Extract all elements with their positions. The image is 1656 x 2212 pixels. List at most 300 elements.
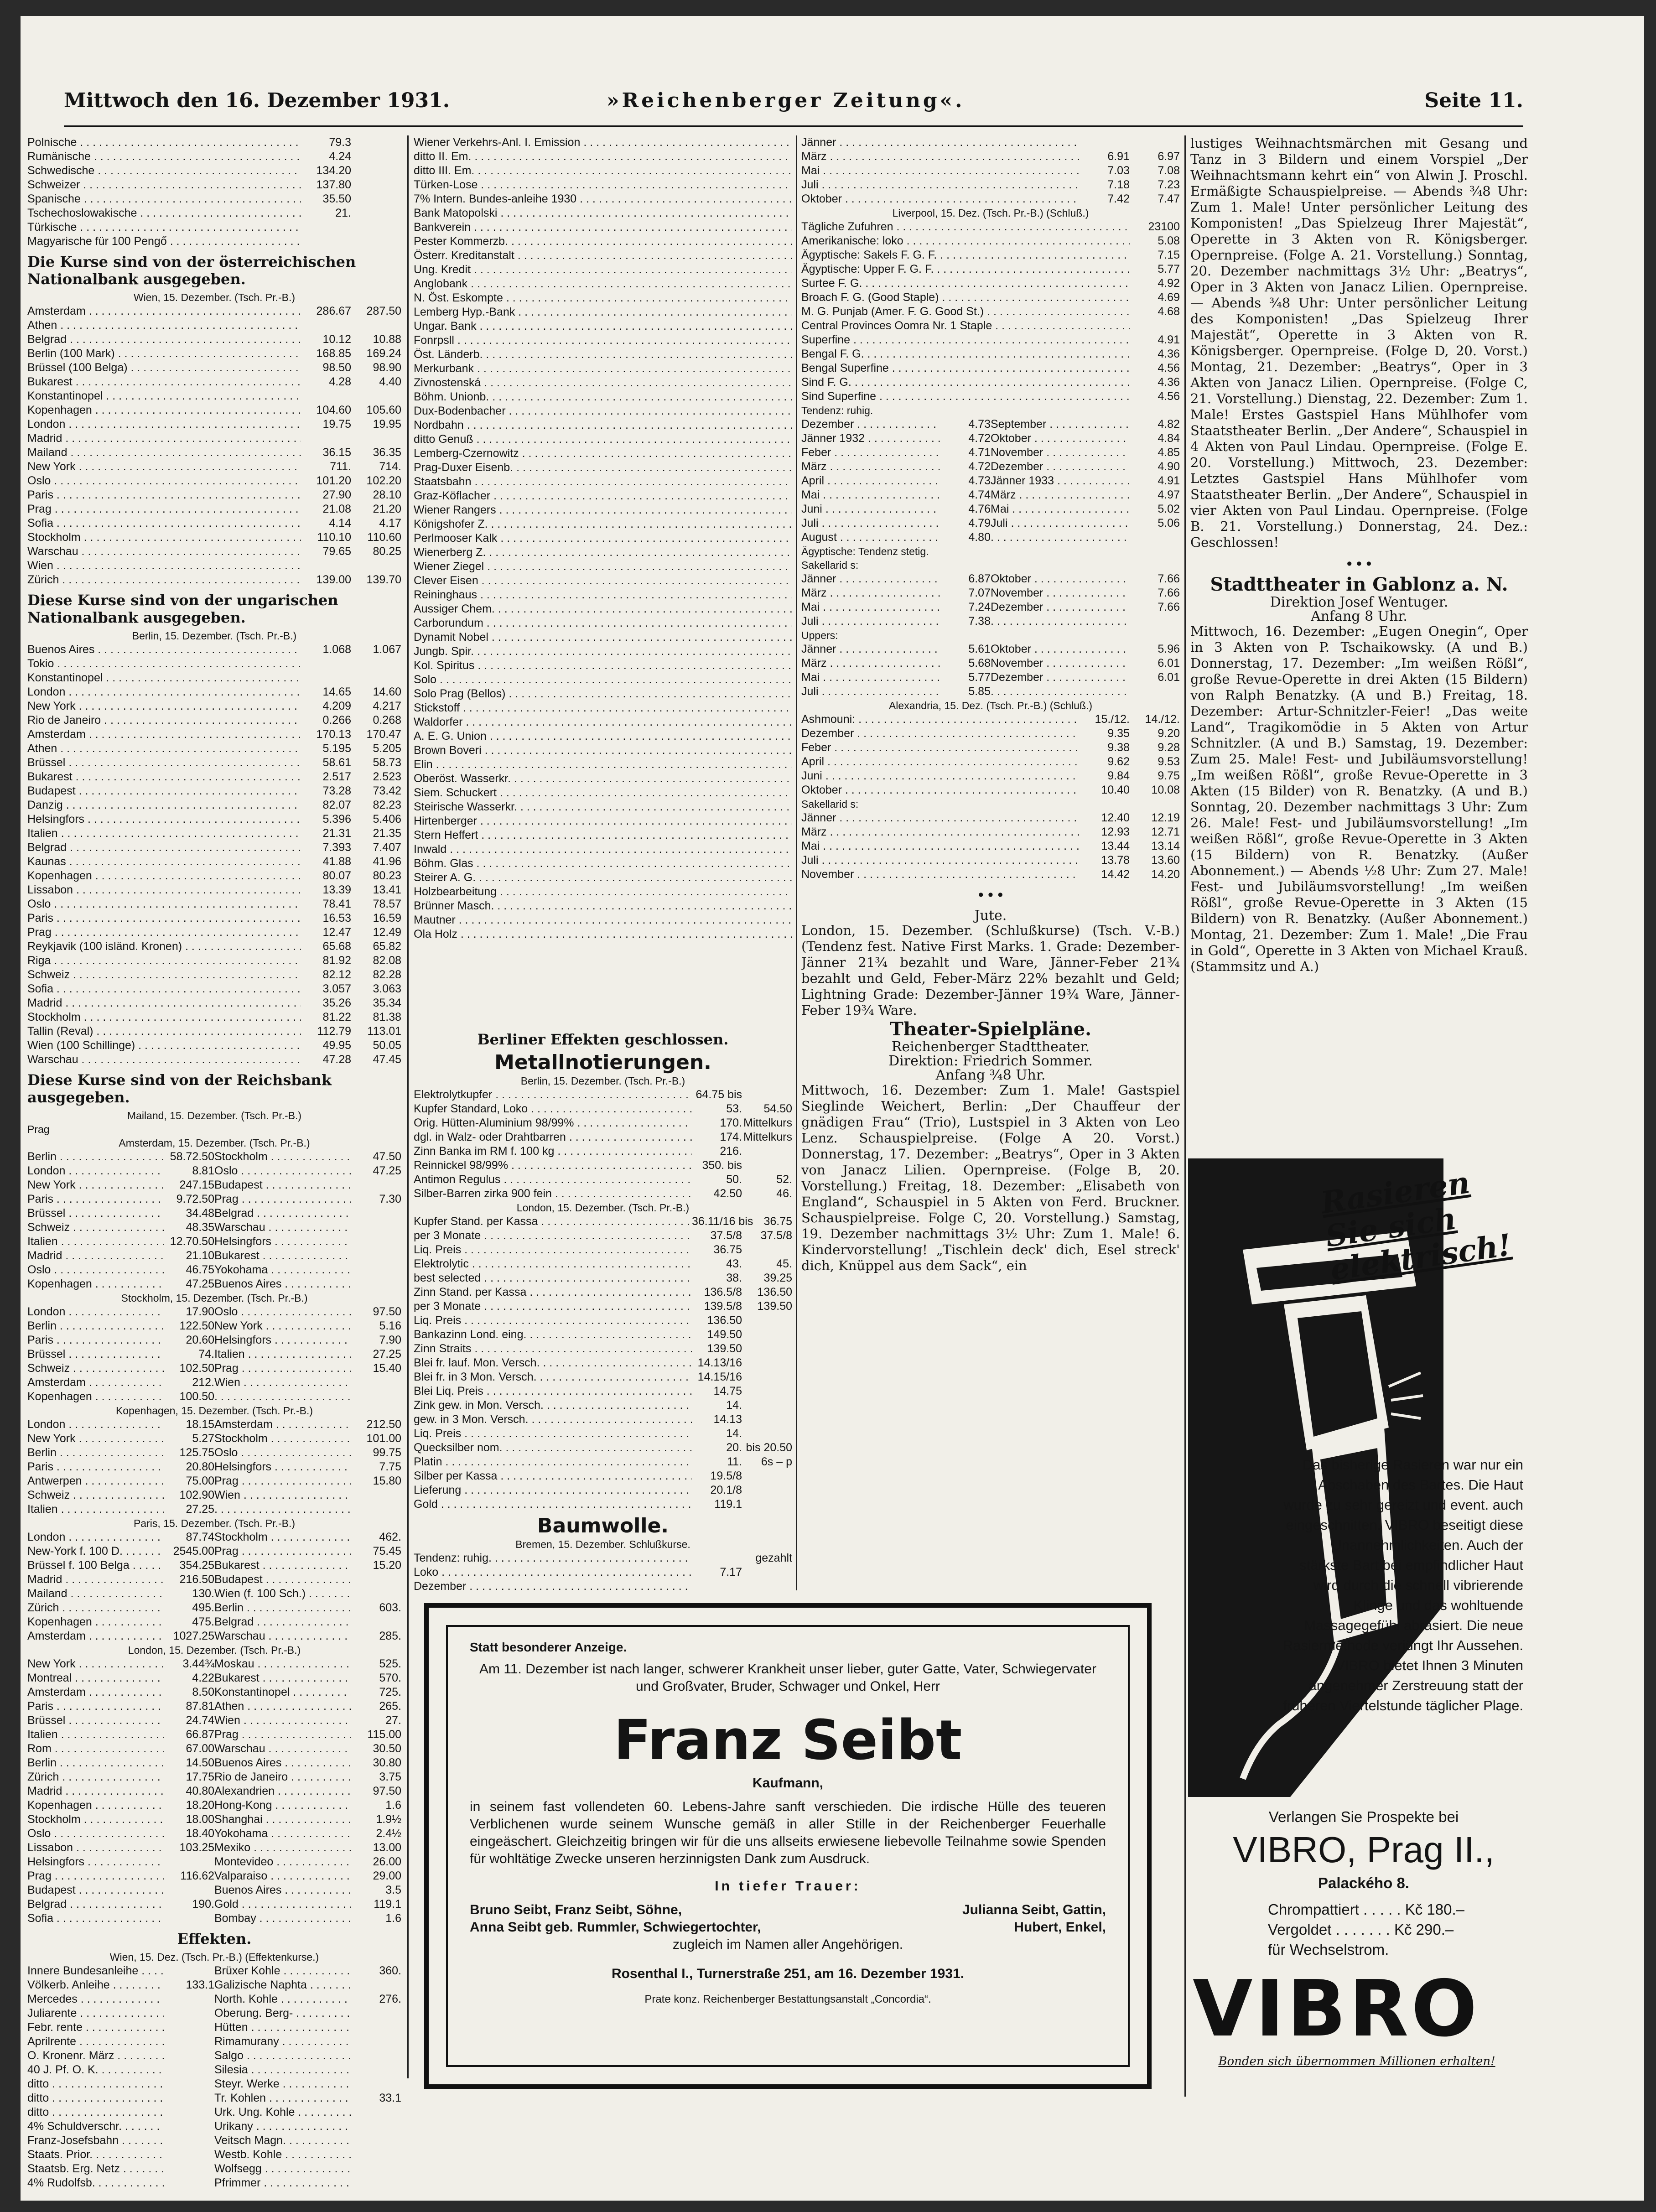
row-value: 4.73 [968,474,991,487]
row-value: Brüxer Kohle . . . [214,1964,351,1978]
row-value: 12.40 [1101,811,1130,824]
cotton-row [801,192,1180,206]
rate-row [27,1671,401,1685]
rate-row [27,911,401,925]
row-label: Febr. rente . . . [27,2020,164,2035]
row-value: 15.40 [373,1362,401,1375]
row-value: 5.27 [192,1432,214,1445]
row-value: Stockholm . . . [214,1432,351,1446]
row-value: Budapest . . . [214,1573,351,1587]
row-value: 19.75 [322,418,351,431]
metal-row [414,1384,792,1398]
rate-row [27,1784,401,1798]
row-label: Stockholm . . . [27,530,301,545]
rate-row [27,150,401,164]
row-value: Juli . . . [991,516,1130,530]
rate-row [27,1488,401,1502]
row-value: 3.057 [322,982,351,995]
row-value [351,178,401,192]
cotton-row [801,333,1180,347]
row-value: 16.53 [322,912,351,924]
row-value [742,1328,792,1342]
row-value: 475. [192,1615,214,1628]
row-value: 10.88 [373,333,401,346]
row-value: 100.50 [179,1390,214,1403]
row-label: Franz-Josefsbahn . . . [27,2134,164,2148]
rate-row [27,516,401,530]
row-value [351,657,401,671]
row-label: Lemberg-Czernowitz . . . [414,447,792,461]
row-value: Wien . . . [214,1376,351,1390]
row-value [351,220,401,234]
row-value: 20.60 [186,1334,214,1346]
row-value: 19.95 [373,418,401,431]
row-value: 101.20 [316,474,351,487]
row-value [164,2006,214,2020]
row-label: Feber . . . [801,741,1080,755]
rate-row [27,1220,401,1235]
rate-row [27,1855,401,1869]
row-label: Perlmooser Kalk . . . [414,531,792,545]
section-label: Sakellarid s: [801,798,859,810]
row-label: Österr. Kreditanstalt . . . [414,249,792,263]
row-value: 101.00 [366,1432,401,1445]
row-value: 7.24 [968,601,991,613]
jute-report: London, 15. Dezember. (Schlußkurse) (Tsch. V.-B.) (Tendenz fest. Native First Marks. 1. Grade: Dezember-Jänner 21¾ bezahlt und Ware, Jänner-Feber 21¾ bezahlt und Geld, Feber-März 22% bezahlt und Geld; Lightning Grade: Dezember-Jänner 19¾ Ware, Jänner-Feber 19¾ Ware. [801,923,1180,1018]
stock-row [414,517,792,531]
row-value: 216.50 [179,1573,214,1586]
rate-row [27,530,401,545]
futures-row [801,417,1180,431]
rate-row [27,389,401,403]
row-value: 14. [726,1427,742,1440]
row-value: 1.6 [385,1799,401,1812]
stock-row [27,2049,401,2063]
rate-row [27,996,401,1010]
rate-row [27,1235,401,1249]
section-heading: Die Kurse sind von der österreichischen Nationalbank ausgegeben. [27,253,356,288]
metal-row [414,1314,792,1328]
row-value: Mittelkurs [743,1116,792,1129]
row-value: 725. [379,1686,401,1698]
row-label: M. G. Punjab (Amer. F. G. Good St.) . . . [801,305,1130,319]
metal-row [414,1257,792,1271]
row-value: 3.063 [373,982,401,995]
row-label: Quecksilber nom. . . . [414,1441,692,1455]
deceased-occupation: Kaufmann, [752,1776,823,1791]
row-label: Kaunas . . . [27,855,301,869]
rate-row [27,1432,401,1446]
row-value: 5.77 [968,671,991,684]
row-value: 4.71 [968,446,991,459]
rate-row [27,502,401,516]
row-value: 82.12 [322,968,351,981]
row-value: 21.20 [373,503,401,515]
stock-row [414,447,792,461]
futures-row [801,755,1180,769]
row-value: Bukarest . . . [214,1558,351,1573]
stock-row [414,305,792,319]
section-subhead: Berlin, 15. Dezember. (Tsch. Pr.-B.) [520,1075,685,1087]
row-value: 78.57 [373,898,401,910]
row-label: Dynamit Nobel . . . [414,630,792,644]
row-label: Stockholm . . . [27,1812,164,1827]
row-value: 19.5/8 [710,1469,742,1482]
row-label: Böhm. Unionb. . . . [414,390,792,404]
stock-row [414,913,792,927]
row-value: 5.195 [322,742,351,755]
row-value: 18.40 [186,1827,214,1840]
row-value: 82.28 [373,968,401,981]
row-value: 35.50 [322,192,351,205]
row-value: 4.90 [1158,460,1180,473]
row-label: Oslo . . . [27,897,301,911]
stock-row [414,743,792,758]
row-value [1130,530,1180,545]
row-value [742,1243,792,1257]
rate-row [27,826,401,841]
row-label: Schwedische . . . [27,164,301,178]
row-label: Madrid . . . [27,1249,164,1263]
row-value [164,2134,214,2148]
row-label: Elin . . . [414,758,792,772]
row-label: Platin . . . [414,1455,692,1469]
futures-row [801,642,1180,656]
rate-row [27,573,401,587]
rate-row [27,699,401,713]
row-value: 13.41 [373,883,401,896]
row-value: 20. [726,1441,742,1454]
row-value: Yokohama . . . [214,1827,351,1841]
row-label: Oslo . . . [27,1263,164,1277]
row-label: Mai . . . [801,488,940,502]
rate-row [27,1587,401,1601]
row-value: 80.25 [373,545,401,558]
row-value [351,2119,401,2134]
section-heading: Diese Kurse sind von der ungarischen Nationalbank ausgegeben. [27,592,338,626]
rate-row [27,361,401,375]
row-label: Zinn Stand. per Kassa . . . [414,1285,692,1299]
row-value: Galizische Naphta . . . [214,1978,351,1992]
row-value: 4.76 [968,503,991,515]
row-value: 9.38 [1107,741,1130,754]
cotton-row [801,178,1180,192]
row-label: Stockholm . . . [27,1010,301,1024]
row-value [742,1497,792,1511]
row-label: Solo Prag (Bellos) . . . [414,687,792,701]
row-label: Amsterdam . . . [27,1629,164,1643]
section-label: Uppers: [801,629,838,641]
row-value [351,1178,401,1192]
row-value: 15.80 [373,1475,401,1487]
row-value: Westb. Kohle . . . [214,2148,351,2162]
row-value: 12.19 [1151,811,1180,824]
row-value [351,164,401,178]
row-value [351,1249,401,1263]
column-header: 15./12. [1095,713,1130,726]
row-value: 110.60 [367,531,401,544]
row-label: Zink gew. in Mon. Versch. . . . [414,1398,692,1412]
row-label: Juli . . . [801,516,940,530]
row-label: März . . . [801,460,940,474]
notice-closed: Berliner Effekten geschlossen. [477,1031,729,1048]
row-value: 5.396 [322,813,351,826]
row-value: 122.50 [179,1319,214,1332]
rate-row [27,559,401,573]
row-label: Prag . . . [27,925,301,940]
row-value: 14.60 [373,685,401,698]
row-label: Türken-Lose . . . [414,178,792,192]
row-label: Konstantinopel . . . [27,389,301,403]
row-value: 66.87 [186,1728,214,1741]
rate-row [27,1178,401,1192]
row-value: 170. [720,1116,742,1129]
row-label: Staatsbahn . . . [414,475,792,489]
rate-row [27,1657,401,1671]
row-value: 16.59 [373,912,401,924]
row-value [991,685,1130,699]
row-value [351,1587,401,1601]
death-notice-intro: Am 11. Dezember ist nach langer, schwerer Krankheit unser lieber, guter Gatte, Vater, Schwiegervater und Großvater, Bruder, Schwager und Onkel, Herr [479,1662,1096,1694]
metal-row [414,1173,792,1187]
row-value: 17.75 [186,1771,214,1783]
stock-row [27,2105,401,2119]
row-value [351,1206,401,1220]
row-label: Bukarest . . . [27,375,301,389]
row-value: 6.01 [1158,657,1180,670]
row-label: Elektrolytkupfer . . . [414,1088,692,1102]
row-label: Wiener Rangers . . . [414,503,792,517]
row-value [164,1992,214,2006]
rate-row [27,1024,401,1038]
row-value: Budapest . . . [214,1178,351,1192]
row-label: Prag . . . [27,1869,164,1883]
row-label: Paris . . . [27,1333,164,1347]
row-label: Zinn Banka im RM f. 100 kg . . . [414,1144,692,1158]
futures-row [801,530,1180,545]
row-value: 525. [379,1657,401,1670]
stock-row [414,786,792,800]
row-label: Italien . . . [27,1235,164,1249]
row-label: Innere Bundesanleihe . . . [27,1964,164,1978]
stock-tables [414,135,792,1026]
row-value [301,318,351,332]
row-value: 4.97 [1158,488,1180,501]
row-label: Mai . . . [801,839,1080,853]
row-value [164,2020,214,2035]
row-label: Mai . . . [801,600,940,614]
row-value: 4.82 [1158,418,1180,431]
rate-row [27,488,401,502]
row-label: Jänner . . . [801,135,1080,150]
row-label: Juni . . . [801,502,940,516]
ad-tagline: Bonden sich übernommen Millionen erhalten! [1218,2055,1495,2068]
row-value: Dezember . . . [991,600,1130,614]
row-label: Athen . . . [27,742,301,756]
row-label: Belgrad . . . [27,332,301,347]
row-value: 21.35 [373,827,401,840]
row-value: 130. [192,1587,214,1600]
row-value: 98.90 [373,361,401,374]
row-label: Oktober . . . [801,783,1080,797]
row-value: 7.407 [373,841,401,854]
row-value [351,1220,401,1235]
row-label: Liq. Preis . . . [414,1243,692,1257]
row-value: 28.10 [373,488,401,501]
row-value: 4.84 [1158,432,1180,445]
row-value [692,1579,742,1594]
row-label: Staats. Prior. . . . [27,2148,164,2162]
row-label: Belgrad . . . [27,1897,164,1911]
ad-slogan: Rasieren Sie sich elektrisch! [1319,1164,1514,1288]
row-value: 7.66 [1158,587,1180,599]
column-cotton-theater [801,135,1180,1595]
section-subhead: Alexandria, 15. Dez. (Tsch. Pr.-B.) (Schluß.) [888,700,1093,711]
metal-row [414,1299,792,1314]
row-value: 265. [379,1700,401,1713]
row-value: 9.75 [1158,769,1180,782]
row-label: Feber . . . [801,446,940,460]
row-value [164,2063,214,2077]
row-value: 4.68 [1158,305,1180,318]
stock-row [27,2091,401,2105]
row-value: 73.28 [322,784,351,797]
row-label: Brüssel . . . [27,756,301,770]
theater-schedule: Mittwoch, 16. Dezember: „Eugen Onegin“, Oper in 3 Akten von P. Tschaikowsky. (A und B.) Donnerstag, 17. Dezember: „Im weißen Rößl“, große Revue-Operette in drei Akten (15 Bildern) von Ralph Benatzky. (A und B.) Freitag, 18. Dezember: Artur-Schnitzler-Feier! „Das weite Land“, Tragikomödie in 5 Akten von Artur Schnitzler. (A und B.) Samstag, 19. Dezember: Zum 25. Male! Fest- und Jubiläumsvorstellung! „Im weißen Rößl“, große Revue-Operette in 3 Akten (15 Bilder) von R. Benatzky. (A und B.) Sonntag, 20. Dezember nachmittags 3 Uhr: Zum 26. Male! Fest- und Jubiläumsvorstellung! „Im weißen Rößl“, große Revue-Operette in 3 Akten (15 Bildern) von R. Benatzky. (Außer Abonnement.) — Abends ½8 Uhr: Zum 27. Male! Fest- und Jubiläumsvorstellung! „Im weißen Rößl“, große Revue-Operette in 3 Akten (15 Bildern) von R. Benatzky. (Außer Abonnement.) Montag, 21. Dezember: Zum 1. Male! „Die Frau in Gold“, Operette in 3 Akten von Michael Krauß. (Stammsitz und A.) [1190,623,1528,974]
stock-row [414,687,792,701]
death-notice-body: in seinem fast vollendeten 60. Lebens-Jahre sanft verschieden. Die irdische Hülle des teueren Verblichenen wurde seinem Wunsche gemäß in aller Stille in der Reichenberger Feuerhalle eingeäschert. Gleichzeitig bringen wir für die uns allseits erwiesene liebevolle Teilnahme sowie Spenden für wohltätige Zwecke unseren herzinnigsten Dank zum Ausdruck. [470,1799,1106,1866]
cotton-row [801,347,1180,361]
row-value: 7.30 [379,1193,401,1205]
row-value: 82.23 [373,799,401,811]
row-label: Lieferung . . . [414,1483,692,1497]
row-label: Reinnickel 98/99% . . . [414,1158,692,1173]
row-value [351,2035,401,2049]
row-value [214,1390,351,1404]
rate-row [27,460,401,474]
row-label: Central Provinces Oomra Nr. 1 Staple . . . [801,319,1130,333]
row-label: dgl. in Walz- oder Drahtbarren . . . [414,1130,692,1144]
row-label: November . . . [801,867,1080,882]
row-value: 212. [192,1376,214,1389]
rate-row [27,1756,401,1770]
row-label: Magyarische für 100 Pengő . . . [27,234,301,249]
row-value: 350. bis [702,1159,742,1172]
row-value [1130,319,1180,333]
metal-row [414,1130,792,1144]
row-label: New York . . . [27,460,301,474]
stock-row [414,362,792,376]
row-label: Wien . . . [27,559,301,573]
metal-row [414,1285,792,1299]
row-value: Berlin . . . [214,1601,351,1615]
row-label: Budapest . . . [27,1883,164,1897]
row-value: 7.07 [968,587,991,599]
rate-row [27,643,401,657]
ad-prices [1268,1900,1523,1960]
row-value [351,1488,401,1502]
row-value [214,1502,351,1516]
row-label: gew. in 3 Mon. Versch. . . . [414,1412,692,1427]
row-value [351,671,401,685]
row-value: 190. [192,1898,214,1911]
row-label: ditto . . . [27,2105,164,2119]
row-value: 64.75 bis [696,1088,742,1101]
row-label: Madrid . . . [27,1784,164,1798]
ad-address: Palackého 8. [1318,1874,1409,1891]
row-label: Brünner Masch. . . . [414,899,792,913]
row-value: 47.45 [373,1053,401,1066]
row-value: Moskau . . . [214,1657,351,1671]
row-label: August . . . [801,530,940,545]
row-value: 603. [379,1601,401,1614]
row-value: 15.20 [373,1559,401,1572]
row-value: 170.13 [316,728,351,741]
section-subhead: Stockholm, 15. Dezember. (Tsch. Pr.-B.) [121,1292,308,1304]
row-value: 23100 [1148,220,1180,233]
futures-row [801,727,1180,741]
vibro-logo [1193,1966,1521,2052]
row-value: 7.15 [1158,249,1180,261]
row-label: Steirische Wasserkr. . . . [414,800,792,814]
row-value [351,1376,401,1390]
row-value: Tr. Kohlen . . . [214,2091,351,2105]
stock-row [27,2063,401,2077]
row-label: Blei fr. in 3 Mon. Versch. . . . [414,1370,692,1384]
cotton-row [801,220,1180,234]
row-value: 13.39 [322,883,351,896]
row-label: Paris . . . [27,488,301,502]
row-value: 42.50 [713,1187,742,1200]
row-label: 4% Schuldverschr. . . . [27,2119,164,2134]
rate-row [27,375,401,389]
cotton-row [414,1579,792,1594]
rate-row [27,713,401,727]
row-value: 81.92 [322,954,351,967]
futures-row [801,769,1180,783]
row-value: 3.75 [379,1771,401,1783]
row-value: Amsterdam . . . [214,1418,351,1432]
section-subhead: Berlin, 15. Dezember. (Tsch. Pr.-B.) [132,630,297,642]
row-value: 6.97 [1158,150,1180,163]
row-label: Tallin (Reval) . . . [27,1024,301,1038]
rate-row [27,1841,401,1855]
row-value: 136.50 [757,1286,792,1298]
row-value: 7.66 [1158,601,1180,613]
stock-row [414,461,792,475]
row-value [742,1469,792,1483]
row-label: Oberöst. Wasserkr. . . . [414,772,792,786]
row-value [351,135,401,150]
stock-row [414,828,792,842]
row-value [164,2091,214,2105]
mourning-line: In tiefer Trauer: [715,1879,861,1894]
row-value: 7.17 [720,1566,742,1579]
row-value: 9.62 [1107,755,1130,768]
section-subhead: Mailand, 15. Dezember. (Tsch. Pr.-B.) [127,1110,302,1122]
row-label: Zivnostenská . . . [414,376,792,390]
row-value: 9.28 [1158,741,1180,754]
row-label: Brüssel . . . [27,1347,164,1361]
row-value: Italien . . . [214,1347,351,1361]
row-value [1080,135,1130,150]
row-label: Juni . . . [801,769,1080,783]
row-label: Warschau . . . [27,1053,301,1067]
row-value: 50.05 [373,1039,401,1052]
theater-director: Direktion Josef Wentuger. [1270,594,1448,610]
row-value: Dezember . . . [991,460,1130,474]
stock-row [414,503,792,517]
